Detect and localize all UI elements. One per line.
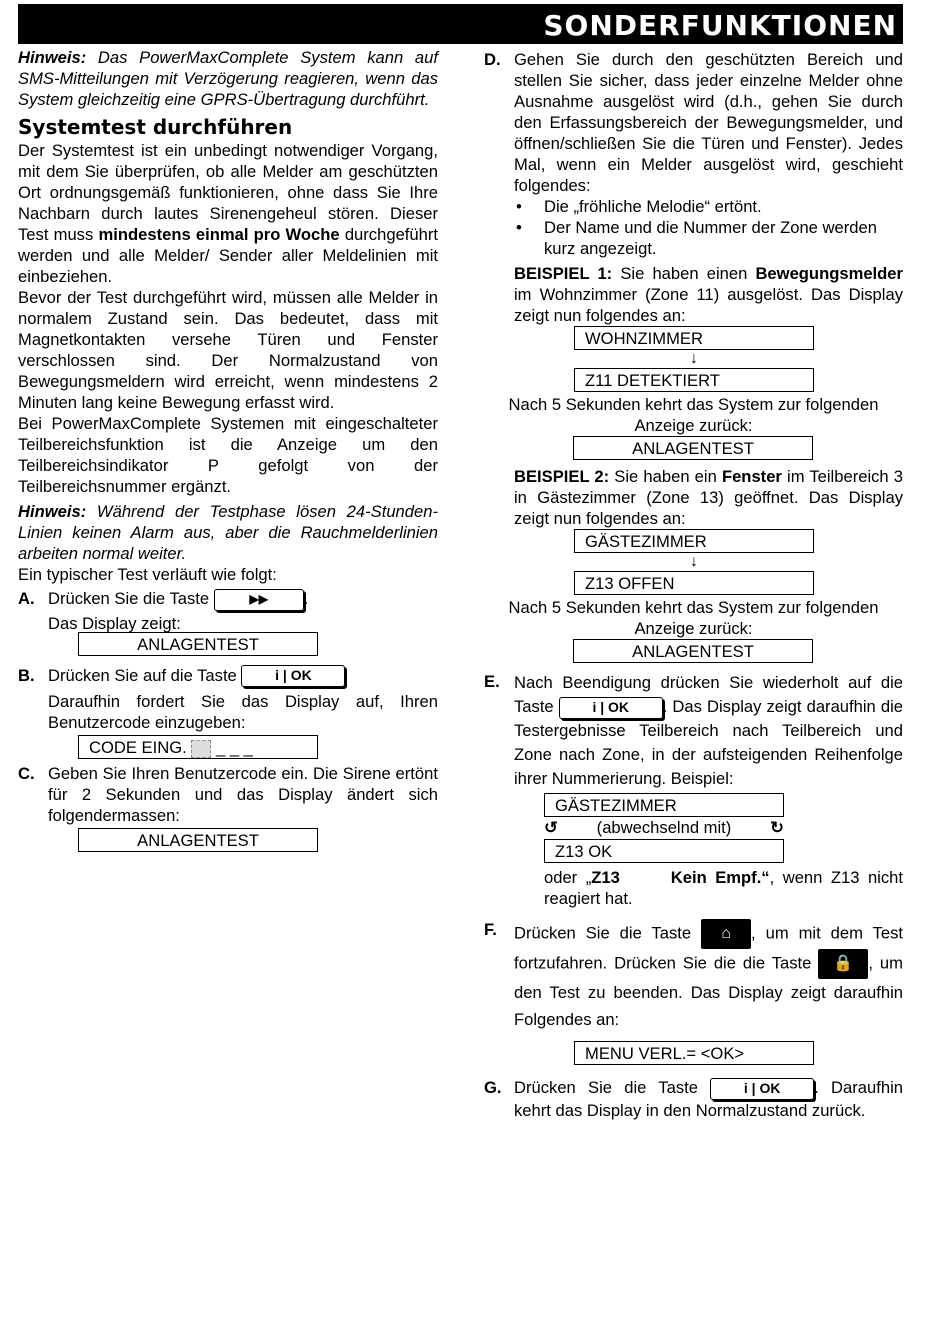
lcd-display: Z13 OFFEN — [574, 571, 814, 595]
forward-key-icon: ▶▶ — [214, 589, 304, 611]
example-2: BEISPIEL 2: Sie haben ein Fenster im Teilbereich 3 in Gästezimmer (Zone 13) geöffnet. Das Display zeigt nun folgendes an: — [514, 467, 903, 528]
rotate-left-icon: ↺ — [544, 818, 558, 837]
note-sms — [18, 47, 438, 110]
note-text: Das PowerMaxComplete System kann auf SMS-Mitteilungen mit Verzögerung reagieren, wenn das System gleichzeitig eine GPRS-Übertragung durchführt. — [18, 48, 438, 109]
lcd-display: ANLAGENTEST — [573, 436, 813, 460]
after-5-seconds-text: Nach 5 Sekunden kehrt das System zur folgenden Anzeige zurück: — [508, 395, 879, 435]
list-item: • Der Name und die Nummer der Zone werden kurz angezeigt. — [514, 217, 903, 259]
example-1: BEISPIEL 1: Sie haben einen Bewegungsmelder im Wohnzimmer (Zone 11) ausgelöst. Das Display zeigt nun folgendes an: — [514, 264, 903, 325]
lcd-display: WOHNZIMMER — [574, 326, 814, 350]
home-partial-key-icon: ⌂ — [701, 919, 751, 949]
info-ok-key-icon: i | OK — [559, 697, 663, 719]
paragraph-partition: Bei PowerMaxComplete Systemen mit eingeschalteter Teilbereichsfunktion ist die Anzeige um den Teilbereichsindikator P gefolgt von der Teilbereichsnummer ergänzt. — [18, 414, 438, 496]
step-b: B. Drücken Sie auf die Taste i | OK Daraufhin fordert Sie das Display auf, Ihren Benutzercode einzugeben: CODE EING. _ _ _ — [18, 665, 438, 758]
note-label: Hinweis: — [18, 48, 87, 67]
paragraph-normal-state: Bevor der Test durchgeführt wird, müssen alle Melder in normalem Zustand sein. Das bedeutet, dass mit Magnetkontakten versehe Türen und Fenster verschlossen sind. Der Normalzustand von Bewegungsmeldern wird erreicht, wenn mindestens 2 Minuten lang keine Bewegung erfasst wird. — [18, 288, 438, 412]
right-column — [484, 49, 903, 1121]
step-g: G. Drücken Sie die Taste i | OK . Daraufhin kehrt das Display in den Normalzustand zurück. — [484, 1078, 903, 1120]
info-ok-key-icon: i | OK — [710, 1078, 814, 1100]
cursor-block-icon — [191, 740, 211, 758]
info-ok-key-icon: i | OK — [241, 665, 345, 687]
step-f: F. Drücken Sie die Taste ⌂ , um mit dem Test fortzufahren. Drücken Sie die die Taste 🔒 , um den Test zu beenden. Das Display zeigt daraufhin Folgendes an: MENU VERL.= <OK> — [484, 920, 903, 1063]
lcd-display: ANLAGENTEST — [78, 828, 318, 852]
note-24h: Hinweis: Während der Testphase lösen 24-Stunden-Linien keinen Alarm aus, aber die Rauchmelderlinien arbeiten normal weiter. — [18, 502, 438, 563]
lcd-display: GÄSTEZIMMER — [574, 529, 814, 553]
step-e: E. Nach Beendigung drücken Sie wiederholt auf die Taste i | OK . Das Display zeigt daraufhin die Testergebnisse Teilbereich nach Teilbereich und Zone nach Zone, in der aufsteigenden Reihenfolge ihrer Nummerierung. Beispiel: GÄSTEZIMMER ↺ (abwechselnd mit) ↻ Z13 OK oder „Z13 Kein Empf.“, wenn Z13 nicht reagiert hat. — [484, 672, 903, 908]
lcd-display-code: CODE EING. _ _ _ — [78, 735, 318, 759]
no-response-note: oder „Z13 Kein Empf.“, wenn Z13 nicht reagiert hat. — [544, 868, 903, 908]
section-heading: Systemtest durchführen — [18, 115, 293, 139]
lcd-display: Z11 DETEKTIERT — [574, 368, 814, 392]
left-column — [18, 47, 438, 852]
list-item: • Die „fröhliche Melodie“ ertönt. — [514, 196, 903, 217]
lcd-display: MENU VERL.= <OK> — [574, 1041, 814, 1065]
lcd-display: ANLAGENTEST — [78, 632, 318, 656]
lcd-display: Z13 OK — [544, 839, 784, 863]
intro-text: Ein typischer Test verläuft wie folgt: — [18, 565, 277, 584]
step-c: C. Geben Sie Ihren Benutzercode ein. Die Sirene ertönt für 2 Sekunden und das Display ändert sich folgendermassen: ANLAGENTEST — [18, 764, 438, 851]
rotate-right-icon: ↻ — [770, 818, 784, 837]
paragraph-systemtest: Der Systemtest ist ein unbedingt notwendiger Vorgang, mit dem Sie überprüfen, ob alle Melder am geschützten Ort ordnungsgemäß funktionieren, ohne dass Sie Ihre Nachbarn durch lautes Sirenengeheul stören. Dieser Test muss mindestens einmal pro Woche durchgeführt werden und alle Melder/ Sender aller Meldelinien mit einbeziehen. — [18, 141, 438, 286]
lock-key-icon: 🔒 — [818, 949, 868, 979]
after-5-seconds-text: Nach 5 Sekunden kehrt das System zur folgenden Anzeige zurück: — [508, 598, 879, 638]
alternating-row: ↺ (abwechselnd mit) ↻ — [544, 818, 784, 837]
arrow-down-icon: ↓ — [690, 350, 698, 367]
section-header-bar — [18, 4, 903, 44]
step-a: A. Drücken Sie die Taste ▶▶ . Das Display zeigt: ANLAGENTEST — [18, 588, 438, 656]
example-2-block — [484, 466, 903, 595]
section-title: SONDERFUNKTIONEN — [543, 9, 897, 42]
lcd-display: ANLAGENTEST — [573, 639, 813, 663]
lcd-display: GÄSTEZIMMER — [544, 793, 784, 817]
arrow-down-icon: ↓ — [690, 553, 698, 570]
step-d: D. Gehen Sie durch den geschützten Bereich und stellen Sie sicher, dass jeder einzelne Melder ohne Ausnahme ausgelöst wird (d.h., gehen Sie durch den Erfassungsbereich der Bewegungsmelder, und öffnen/schließen Sie die Türen und Fenster). Jedes Mal, wenn ein Melder ausgelöst wird, geschieht folgendes: • Die „fröhliche Melodie“ ertönt. • Der Name und die Nummer der Zone werden kurz angezeigt. BEISPIEL 1: Sie haben einen Bewegungsmelder im Wohnzimmer (Zone 11) ausgelöst. Das Display zeigt nun folgendes an: WOHNZIMMER ↓ Z11 DETEKTIERT — [484, 49, 903, 392]
